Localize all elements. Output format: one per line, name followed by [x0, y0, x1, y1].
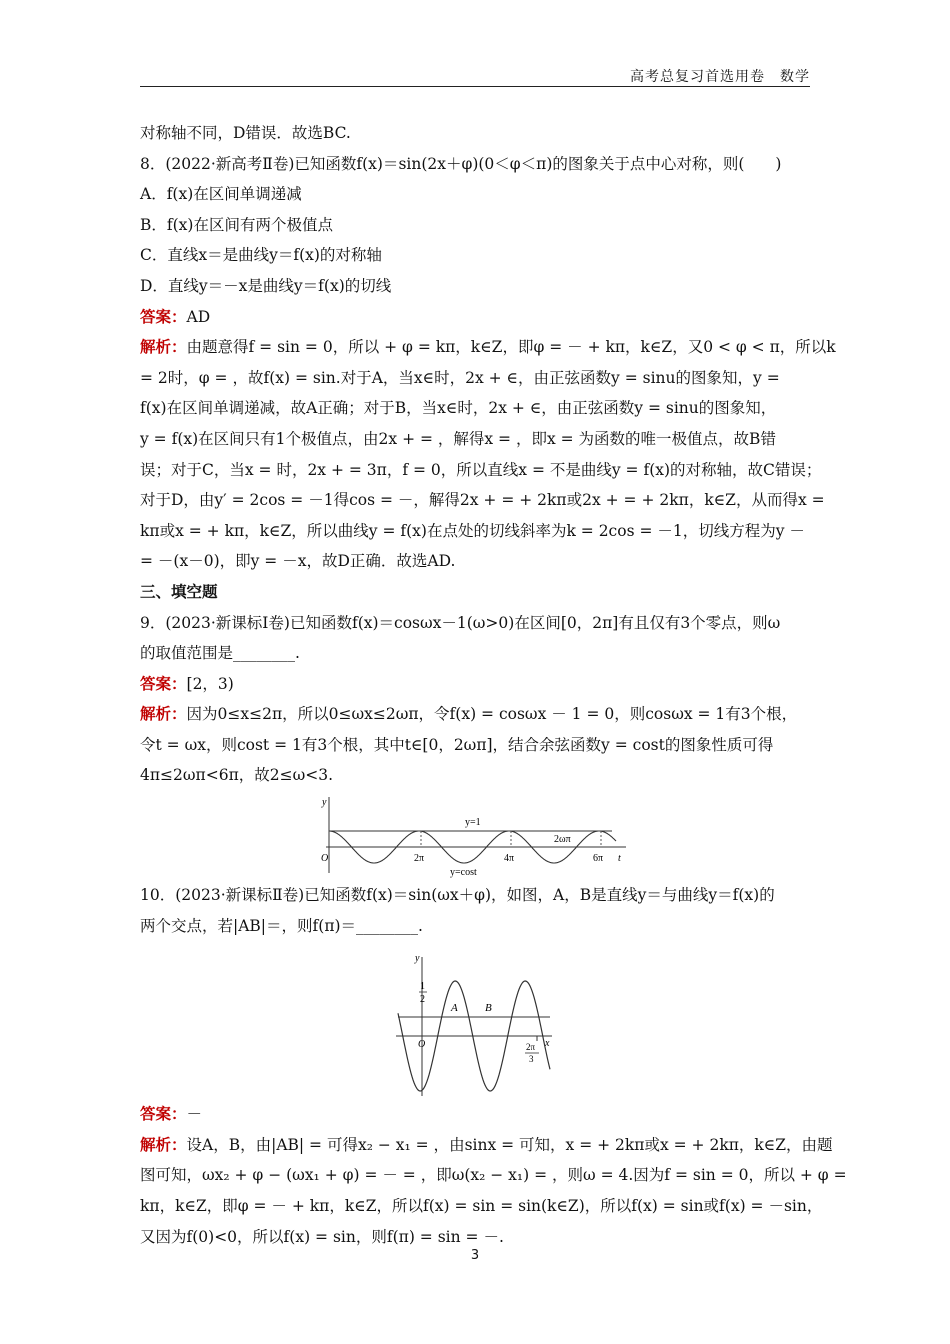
- option-a: A．f(x)在区间单调递减: [140, 185, 302, 204]
- tick-numerator: 2π: [526, 1042, 536, 1053]
- question-10-stem: 10．(2023·新课标Ⅱ卷)已知函数f(x)＝sin(ωx＋φ)，如图，A，B是直线y＝与曲线y＝f(x)的: [140, 886, 775, 905]
- analysis-line: 图可知，ωx₂ + φ − (ωx₁ + φ) = － = ，即ω(x₂ − x₁) = ，则ω = 4.因为f = sin = 0，所以 + φ =: [140, 1166, 847, 1185]
- answer-text: [2，3): [186, 674, 234, 693]
- analysis-label: 解析：: [140, 338, 187, 357]
- question-8-stem: 8．(2022·新高考Ⅱ卷)已知函数f(x)＝sin(2x＋φ)(0＜φ＜π)的图象关于点中心对称，则( ): [140, 154, 782, 173]
- text-line: 对称轴不同，D错误．故选BC.: [140, 124, 351, 142]
- tick-label: 2π: [414, 853, 425, 865]
- analysis-label: 解析：: [140, 1135, 187, 1154]
- answer-text: －: [186, 1105, 203, 1124]
- x-axis-label: x: [545, 1038, 550, 1050]
- analysis-line: 误；对于C，当x = 时，2x + = 3π，f = 0，所以直线x = 不是曲线y = f(x)的对称轴，故C错误；: [140, 460, 822, 479]
- analysis-line: = 2时，φ = ，故f(x) = sin.对于A，当x∈时，2x + ∈，由正弦函数y = sinu的图象知，y =: [140, 368, 780, 387]
- header-title: 高考总复习首选用卷 数学: [630, 69, 810, 85]
- analysis-line: 又因为f(0)<0，所以f(x) = sin，则f(π) = sin = －.: [140, 1227, 504, 1246]
- page-number: 3: [470, 1248, 480, 1263]
- page-content: [140, 118, 847, 1252]
- sine-graph: [140, 941, 812, 1099]
- analysis-line: kπ，k∈Z，即φ = － + kπ，k∈Z，所以f(x) = sin = sin(k∈Z)，所以f(x) = sin或f(x) = －sin，: [140, 1197, 823, 1216]
- tick-label: 4π: [504, 853, 515, 865]
- cosine-graph: [140, 793, 812, 880]
- answer-label: 答案：: [140, 307, 187, 326]
- option-c: C．直线x＝是曲线y＝f(x)的对称轴: [140, 246, 382, 265]
- point-a-label: A: [451, 1002, 458, 1015]
- question-10-stem-cont: 两个交点，若|AB|＝，则f(π)＝________.: [140, 916, 423, 935]
- question-9-stem-cont: 的取值范围是________.: [140, 644, 300, 663]
- y-axis-label: y: [415, 953, 420, 965]
- q9-analysis-first: [140, 699, 812, 730]
- answer-text: AD: [186, 307, 211, 326]
- curve-label: y=cost: [450, 867, 477, 879]
- half-numerator: 1: [420, 981, 425, 993]
- line-label: y=1: [465, 817, 481, 829]
- analysis-line: kπ或x = + kπ，k∈Z，所以曲线y = f(x)在点处的切线斜率为k = 2cos = －1，切线方程为y －: [140, 521, 805, 540]
- q9-answer: [140, 669, 812, 700]
- q8-answer: [140, 302, 812, 333]
- q8-analysis-first: [140, 332, 836, 363]
- analysis-text: 由题意得f = sin = 0，所以 + φ = kπ，k∈Z，即φ = － + kπ，k∈Z，又0 < φ < π，所以k: [186, 338, 836, 357]
- tick-denominator: 3: [529, 1054, 534, 1065]
- analysis-label: 解析：: [140, 705, 187, 724]
- analysis-line: = －(x－0)，即y = －x，故D正确．故选AD.: [140, 552, 456, 571]
- half-denominator: 2: [420, 994, 425, 1006]
- y-axis-label: y: [322, 797, 327, 809]
- analysis-text: 因为0≤x≤2π，所以0≤ωx≤2ωπ，令f(x) = cosωx － 1 = 0，则cosωx = 1有3个根，: [186, 705, 798, 724]
- origin-label: O: [418, 1039, 426, 1051]
- tick-label: 6π: [593, 853, 604, 865]
- t-axis-label: t: [618, 853, 621, 865]
- option-b: B．f(x)在区间有两个极值点: [140, 215, 333, 234]
- omega-label: 2ωπ: [554, 834, 571, 846]
- analysis-line: 4π≤2ωπ<6π，故2≤ω<3.: [140, 766, 334, 785]
- q10-answer: [140, 1099, 812, 1130]
- question-9-stem: 9．(2023·新课标Ⅰ卷)已知函数f(x)＝cosωx－1(ω>0)在区间[0，2π]有且仅有3个零点，则ω: [140, 613, 781, 632]
- origin-label: O: [321, 853, 329, 865]
- option-d: D．直线y＝－x是曲线y＝f(x)的切线: [140, 276, 392, 295]
- point-b-label: B: [485, 1002, 492, 1015]
- section-heading: 三、填空题: [140, 582, 218, 601]
- analysis-line: 对于D，由y′ = 2cos = －1得cos = －，解得2x + = + 2kπ或2x + = + 2kπ，k∈Z，从而得x =: [140, 491, 825, 510]
- header-divider: [140, 86, 810, 87]
- q10-analysis-first: [140, 1130, 833, 1161]
- sine-graph-figure: [140, 941, 812, 1099]
- answer-label: 答案：: [140, 674, 187, 693]
- analysis-text: 设A，B，由|AB| = 可得x₂ − x₁ = ，由sinx = 可知，x = + 2kπ或x = + 2kπ，k∈Z，由题: [186, 1135, 833, 1154]
- answer-label: 答案：: [140, 1105, 187, 1124]
- analysis-line: 令t = ωx，则cost = 1有3个根，其中t∈[0，2ωπ]，结合余弦函数y = cost的图象性质可得: [140, 735, 774, 754]
- analysis-line: f(x)在区间单调递减，故A正确；对于B，当x∈时，2x + ∈，由正弦函数y = sinu的图象知，: [140, 399, 777, 418]
- analysis-line: y = f(x)在区间只有1个极值点，由2x + = ，解得x = ，即x = 为函数的唯一极值点，故B错: [140, 429, 776, 448]
- cosine-graph-figure: [140, 793, 812, 880]
